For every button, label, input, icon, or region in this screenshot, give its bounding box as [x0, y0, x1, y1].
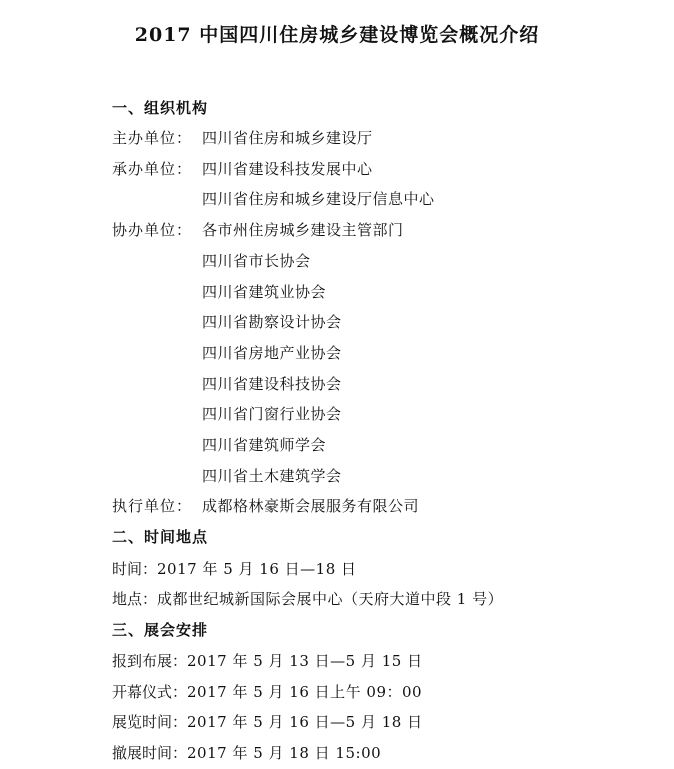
schedule-value: 2017 年 5 月 16 日上午 09：00 [187, 683, 423, 701]
host-row [112, 128, 373, 148]
schedule-row [112, 651, 423, 671]
section-heading-org: 一、组织机构 [112, 99, 209, 117]
time-row [112, 559, 357, 579]
co-organizer-label: 协办单位： [112, 221, 193, 239]
schedule-value: 2017 年 5 月 13 日—5 月 15 日 [187, 652, 423, 670]
section-heading-schedule: 三、展会安排 [112, 621, 209, 639]
executor-value: 成都格林豪斯会展服务有限公司 [202, 497, 420, 515]
section-heading-time-place: 二、时间地点 [112, 528, 209, 546]
organizer-row [112, 159, 373, 179]
host-value: 四川省住房和城乡建设厅 [202, 129, 373, 147]
document-title: 2017 中国四川住房城乡建设博览会概况介绍 [134, 24, 540, 46]
co-organizer-value: 四川省建设科技协会 [202, 375, 342, 393]
place-value: 成都世纪城新国际会展中心（天府大道中段 1 号） [157, 590, 504, 608]
schedule-label: 报到布展： [112, 652, 188, 670]
schedule-row [112, 743, 381, 763]
co-organizer-value: 四川省门窗行业协会 [202, 405, 342, 423]
co-organizer-value: 四川省房地产业协会 [202, 344, 342, 362]
executor-row [112, 496, 419, 516]
co-organizer-row [112, 220, 404, 240]
schedule-row [112, 712, 423, 732]
place-label: 地点： [112, 590, 158, 608]
co-organizer-value: 四川省建筑师学会 [202, 436, 327, 454]
host-label: 主办单位： [112, 129, 193, 147]
schedule-row [112, 682, 422, 702]
schedule-value: 2017 年 5 月 18 日 15:00 [187, 744, 382, 762]
organizer-value: 四川省建设科技发展中心 [202, 160, 373, 178]
co-organizer-value: 四川省市长协会 [202, 252, 311, 270]
organizer-value: 四川省住房和城乡建设厅信息中心 [202, 190, 435, 208]
schedule-value: 2017 年 5 月 16 日—5 月 18 日 [187, 713, 423, 731]
place-row [112, 589, 503, 609]
organizer-label: 承办单位： [112, 160, 193, 178]
co-organizer-value: 四川省勘察设计协会 [202, 313, 342, 331]
executor-label: 执行单位： [112, 497, 193, 515]
time-value: 2017 年 5 月 16 日—18 日 [157, 560, 357, 578]
co-organizer-value: 四川省建筑业协会 [202, 283, 327, 301]
schedule-label: 撤展时间： [112, 744, 188, 762]
co-organizer-value: 四川省土木建筑学会 [202, 467, 342, 485]
time-label: 时间： [112, 560, 158, 578]
schedule-label: 展览时间： [112, 713, 188, 731]
co-organizer-value: 各市州住房城乡建设主管部门 [202, 221, 404, 239]
schedule-label: 开幕仪式： [112, 683, 188, 701]
